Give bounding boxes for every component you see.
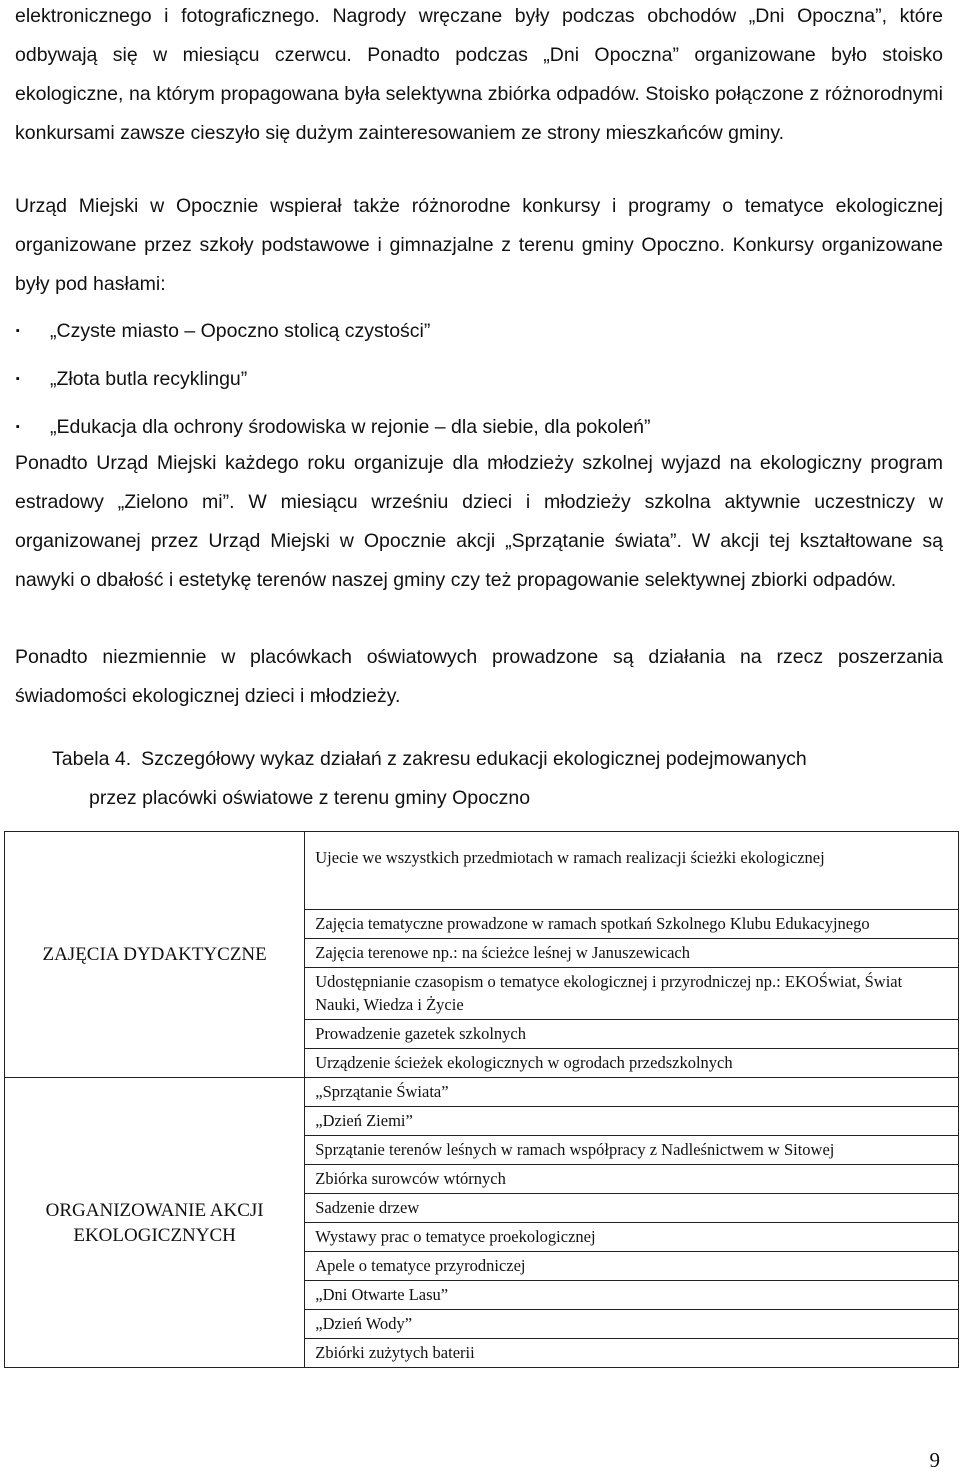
table-cell: Wystawy prac o tematyce proekologicznej: [305, 1223, 959, 1252]
paragraph-swiadomosc: Ponadto niezmiennie w placówkach oświatowych prowadzone są działania na rzecz poszerzania świadomości ekologicznej dzieci i młodzieży.: [15, 646, 943, 707]
slogan-text: „Czyste miasto – Opoczno stolicą czystości”: [50, 320, 431, 342]
page-number: 9: [929, 1448, 940, 1472]
table-cell: „Sprzątanie Świata”: [305, 1078, 959, 1107]
paragraph-zielono-mi: Ponadto Urząd Miejski każdego roku organizuje dla młodzieży szkolnej wyjazd na ekologiczny program estradowy „Zielono mi”. W miesiącu wrześniu dzieci i młodzieży szkolna aktywnie uczestniczy w organizowanej przez Urząd Miejski w Opocznie akcji „Sprzątanie świata”. W akcji tej kształtowane są nawyki o dbałość i estetykę terenów naszej gminy czy też propagowanie selektywnej zbiorki odpadów.: [15, 452, 943, 591]
slogan-text: „Edukacja dla ochrony środowiska w rejonie – dla siebie, dla pokoleń”: [50, 416, 651, 438]
slogan-list: [15, 312, 943, 456]
table-cell: Sprzątanie terenów leśnych w ramach współpracy z Nadleśnictwem w Sitowej: [305, 1136, 959, 1165]
eco-education-table: [4, 831, 959, 1368]
table-cell: Zajęcia tematyczne prowadzone w ramach spotkań Szkolnego Klubu Edukacyjnego: [305, 910, 959, 939]
category-cell: ZAJĘCIA DYDAKTYCZNE: [5, 832, 305, 1078]
bullet-icon: ·: [15, 416, 22, 438]
table-cell: Udostępnianie czasopism o tematyce ekologicznej i przyrodniczej np.: EKOŚwiat, Świat Nauki, Wiedza i Życie: [305, 968, 959, 1020]
category-cell: ORGANIZOWANIE AKCJI EKOLOGICZNYCH: [5, 1078, 305, 1368]
table-cell: Sadzenie drzew: [305, 1194, 959, 1223]
table-caption: [52, 740, 947, 818]
table-cell: Zbiórki zużytych baterii: [305, 1339, 959, 1368]
table-label: Tabela 4.: [52, 748, 132, 770]
table-row: [5, 832, 959, 910]
table-cell: „Dzień Wody”: [305, 1310, 959, 1339]
paragraph-konkursy: Urząd Miejski w Opocznie wspierał także różnorodne konkursy i programy o tematyce ekologicznej organizowane przez szkoły podstawowe i gimnazjalne z terenu gminy Opoczno. Konkursy organizowane były pod hasłami:: [15, 195, 943, 295]
table-cell: Prowadzenie gazetek szkolnych: [305, 1020, 959, 1049]
list-item: [15, 360, 943, 408]
bullet-icon: ·: [15, 368, 22, 390]
table-cell: Ujecie we wszystkich przedmiotach w ramach realizacji ścieżki ekologicznej: [305, 832, 959, 910]
bullet-icon: ·: [15, 320, 22, 342]
table-cell: Zajęcia terenowe np.: na ścieżce leśnej w Januszewicach: [305, 939, 959, 968]
table-row: [5, 1078, 959, 1107]
slogan-text: „Złota butla recyklingu”: [50, 368, 248, 390]
table-cell: „Dzień Ziemi”: [305, 1107, 959, 1136]
paragraph-dni-opoczna: elektronicznego i fotograficznego. Nagrody wręczane były podczas obchodów „Dni Opoczna”, które odbywają się w miesiącu czerwcu. Ponadto podczas „Dni Opoczna” organizowane było stoisko ekologiczne, na którym propagowana była selektywna zbiórka odpadów. Stoisko połączone z różnorodnymi konkursami zawsze cieszyło się dużym zainteresowaniem ze strony mieszkańców gminy.: [15, 5, 943, 144]
table-title-line-2: przez placówki oświatowe z terenu gminy Opoczno: [89, 787, 531, 809]
table-cell: Zbiórka surowców wtórnych: [305, 1165, 959, 1194]
list-item: [15, 312, 943, 360]
table-cell: Urządzenie ścieżek ekologicznych w ogrodach przedszkolnych: [305, 1049, 959, 1078]
table-cell: „Dni Otwarte Lasu”: [305, 1281, 959, 1310]
table-title-line-1: Szczegółowy wykaz działań z zakresu edukacji ekologicznej podejmowanych: [141, 748, 807, 770]
table-cell: Apele o tematyce przyrodniczej: [305, 1252, 959, 1281]
